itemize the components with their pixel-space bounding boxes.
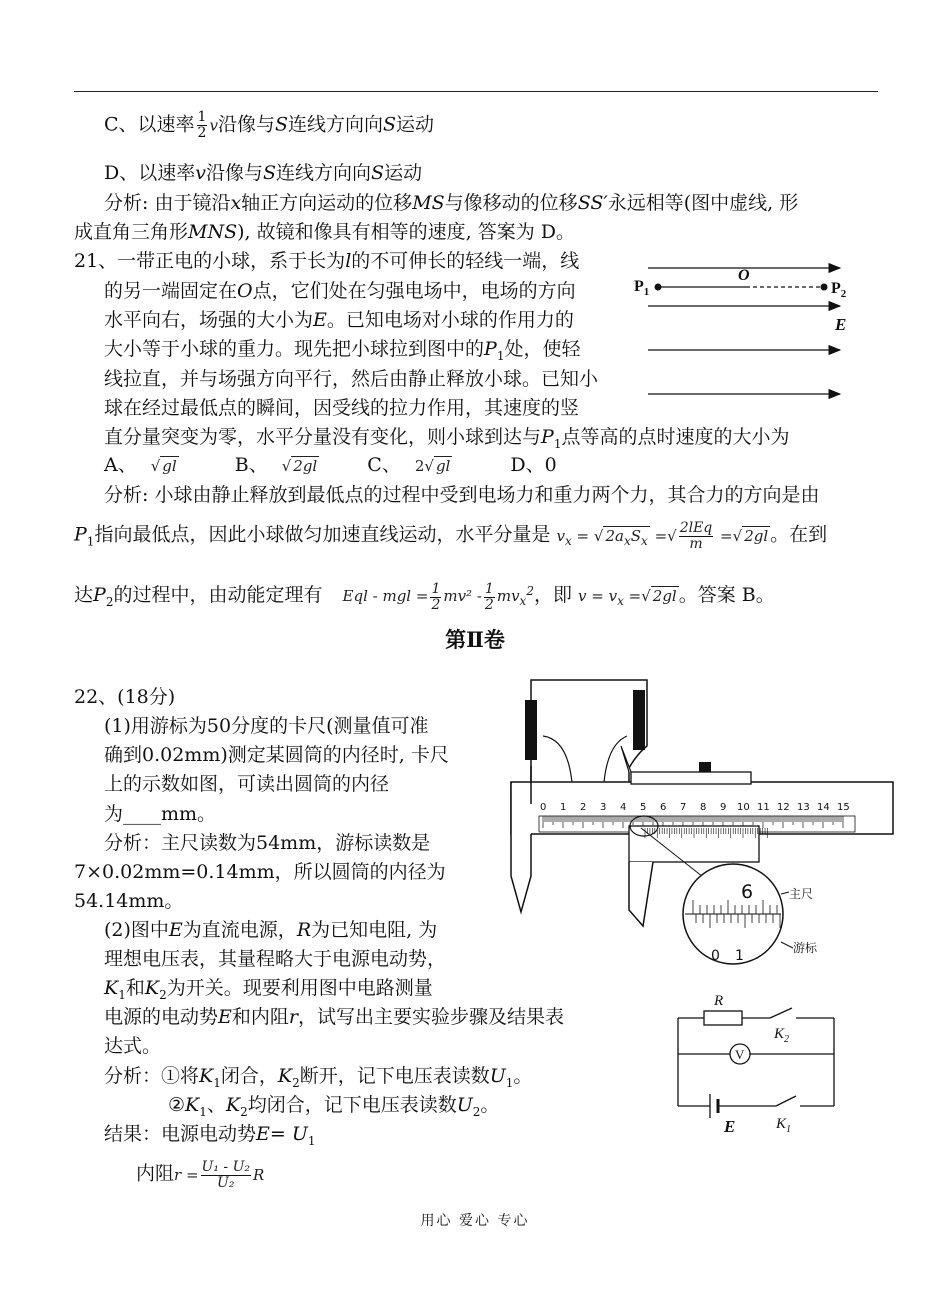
footer: 用心 爱心 专心 bbox=[420, 1213, 530, 1229]
main-scale-number: 2 bbox=[580, 802, 587, 813]
zoom-vernier-0: 0 bbox=[711, 948, 720, 964]
q22-p1-line1: (1)用游标为50分度的卡尺(测量值可准 bbox=[104, 715, 429, 737]
top-rule bbox=[74, 91, 878, 92]
label-o: O bbox=[738, 267, 750, 284]
answer-blank[interactable]: ____ bbox=[123, 803, 162, 825]
q22-a2-line2: $②K_1$、$K_2$均闭合，记下电压表读数$U_2$。 bbox=[168, 1094, 500, 1119]
main-scale-number: 3 bbox=[600, 802, 607, 813]
main-scale-number: 1 bbox=[560, 802, 567, 813]
q22-a1-line3: 54.14mm。 bbox=[74, 890, 184, 912]
q22-head: 22、(18分) bbox=[74, 686, 176, 708]
svg-text:R: R bbox=[714, 993, 724, 1009]
q22-a1-line2: 7×0.02mm=0.14mm，所以圆筒的内径为 bbox=[74, 861, 446, 883]
svg-text:V: V bbox=[735, 1047, 745, 1062]
svg-text:K2: $K_2$ bbox=[774, 1026, 790, 1045]
q22-p2-line1: (2)图中E为直流电源，R为已知电阻, 为 bbox=[104, 919, 438, 941]
resistor bbox=[704, 1011, 742, 1025]
main-scale-number: 10 bbox=[737, 802, 750, 813]
analysis-21-line3: 达$P_2$的过程中，由动能定理有 Eql - mgl = $\frac{1}{2}$ mv² - $\frac{1}{2}$ $mv_x^2$，即 $v = v_x$ =√ 2gl 。答案 B。 bbox=[74, 580, 775, 613]
main-scale-number: 8 bbox=[700, 802, 707, 813]
vernier-caliper-figure bbox=[503, 676, 898, 976]
analysis-20-line2: 成直角三角形MNS), 故镜和像具有相等的速度, 答案为 D。 bbox=[74, 221, 575, 243]
main-scale-number: 15 bbox=[837, 802, 850, 813]
main-scale-number: 4 bbox=[620, 802, 627, 813]
electric-field-diagram bbox=[628, 258, 858, 410]
main-scale-number: 13 bbox=[797, 802, 810, 813]
point-p2 bbox=[821, 284, 828, 291]
q21-line5: 线拉直，并与场强方向平行，然后由静止释放小球。已知小 bbox=[104, 368, 599, 390]
label-p1: $P_1$ bbox=[634, 278, 650, 298]
q22-p2-line4: 电源的电动势E和内阻r，试写出主要实验步骤及结果表 bbox=[104, 1006, 565, 1028]
q22-p2-line3: $K_1$和$K_2$为开关。现要利用图中电路测量 bbox=[104, 977, 433, 1002]
main-scale-number: 9 bbox=[720, 802, 727, 813]
analysis-21-line2: $P_1$指向最低点，因此小球做匀加速直线运动，水平分量是 $v_x$ = √ $2a_xS_x$ =√ $\frac{\text{2lEq}}{m}$ =√ 2gl 。在到 bbox=[74, 520, 828, 552]
eq-energy: Eql - mgl = $\frac{1}{2}$ mv² - $\frac{1}{2}$ $mv_x^2$ bbox=[342, 580, 534, 613]
zoom-main-6: 6 bbox=[741, 881, 754, 903]
svg-text:E: E bbox=[724, 1117, 736, 1136]
main-scale-number: 7 bbox=[680, 802, 687, 813]
eq-result: $v = v_x$ =√ 2gl bbox=[578, 587, 677, 608]
analysis-20-line1: 分析: 由于镜沿x轴正方向运动的位移MS与像移动的位移SS′永远相等(图中虚线, 形 bbox=[104, 192, 799, 214]
q22-result-line1: 结果：电源电动势$E= U_1$ bbox=[104, 1123, 316, 1148]
svg-text:K1: $K_1$ bbox=[776, 1116, 792, 1135]
q21-options: A、 √ gl B、 √ 2gl C、 2√ gl D、0 bbox=[104, 454, 557, 476]
main-scale-number: 5 bbox=[640, 802, 647, 813]
main-scale-number: 14 bbox=[817, 802, 830, 813]
label-p2: $P_2$ bbox=[831, 280, 847, 300]
q21-line4: 大小等于小球的重力。现先把小球拉到图中的$P_1$处，使轻 bbox=[104, 338, 581, 363]
option-d: D、以速率v沿像与S连线方向向S运动 bbox=[104, 162, 423, 184]
option-c: C、以速率 $\frac{1}{2}$ v沿像与S连线方向向S运动 bbox=[104, 109, 435, 141]
zoom-vernier-1: 1 bbox=[735, 948, 744, 964]
main-scale-number: 12 bbox=[777, 802, 790, 813]
q22-a1-line1: 分析：主尺读数为54mm，游标读数是 bbox=[104, 832, 431, 854]
label-e: E bbox=[835, 315, 847, 334]
q22-p1-line3: 上的示数如图，可读出圆筒的内径 bbox=[104, 773, 390, 795]
eq-internal-resistance: r = $\frac{\text{U₁ - U₂}}{\text{U₂}}$ R bbox=[174, 1159, 265, 1191]
zoom-main-label: 主尺 bbox=[789, 887, 814, 901]
switch-k1 bbox=[776, 1096, 796, 1106]
main-scale-number: 0 bbox=[540, 802, 547, 813]
main-scale-number: 6 bbox=[660, 802, 667, 813]
switch-k2 bbox=[770, 1008, 792, 1018]
main-scale-number: 11 bbox=[757, 802, 770, 813]
q22-p2-line2: 理想电压表，其量程略大于电源电动势， bbox=[104, 948, 447, 970]
q21-line3: 水平向右，场强的大小为E。已知电场对小球的作用力的 bbox=[104, 309, 574, 331]
q22-p1-line2: 确到0.02mm)测定某圆筒的内径时, 卡尺 bbox=[104, 744, 449, 766]
q22-p1-line4: 为____mm。 bbox=[104, 803, 217, 825]
q22-p2-line5: 达式。 bbox=[104, 1035, 162, 1057]
fraction-half: $\frac{1}{2}$ bbox=[197, 109, 207, 141]
zoom-vernier-label: 游标 bbox=[793, 941, 818, 955]
q21-line2: 的另一端固定在O点，它们处在匀强电场中，电场的方向 bbox=[104, 280, 576, 302]
circuit-diagram bbox=[668, 988, 848, 1138]
q21-line1: 21、一带正电的小球，系于长为l的不可伸长的轻线一端，线 bbox=[74, 250, 580, 272]
q22-result-line2: 内阻r = $\frac{\text{U₁ - U₂}}{\text{U₂}}$ R bbox=[136, 1159, 265, 1191]
section-title: 第Ⅱ卷 bbox=[445, 627, 505, 652]
eq-vx: $v_x$ = √ $2a_xS_x$ =√ $\frac{\text{2lEq}}{m}$ =√ 2gl bbox=[556, 520, 769, 552]
q21-line7: 直分量突变为零，水平分量没有变化，则小球到达与$P_1$点等高的点时速度的大小为 bbox=[104, 426, 790, 451]
analysis-21-line1: 分析: 小球由静止释放到最低点的过程中受到电场力和重力两个力，其合力的方向是由 bbox=[104, 484, 820, 506]
q22-a2-line1: 分析：①将$K_1$闭合，$K_2$断开，记下电压表读数$U_1$。 bbox=[104, 1065, 533, 1090]
q21-line6: 球在经过最低点的瞬间，因受线的拉力作用，其速度的竖 bbox=[104, 397, 580, 419]
